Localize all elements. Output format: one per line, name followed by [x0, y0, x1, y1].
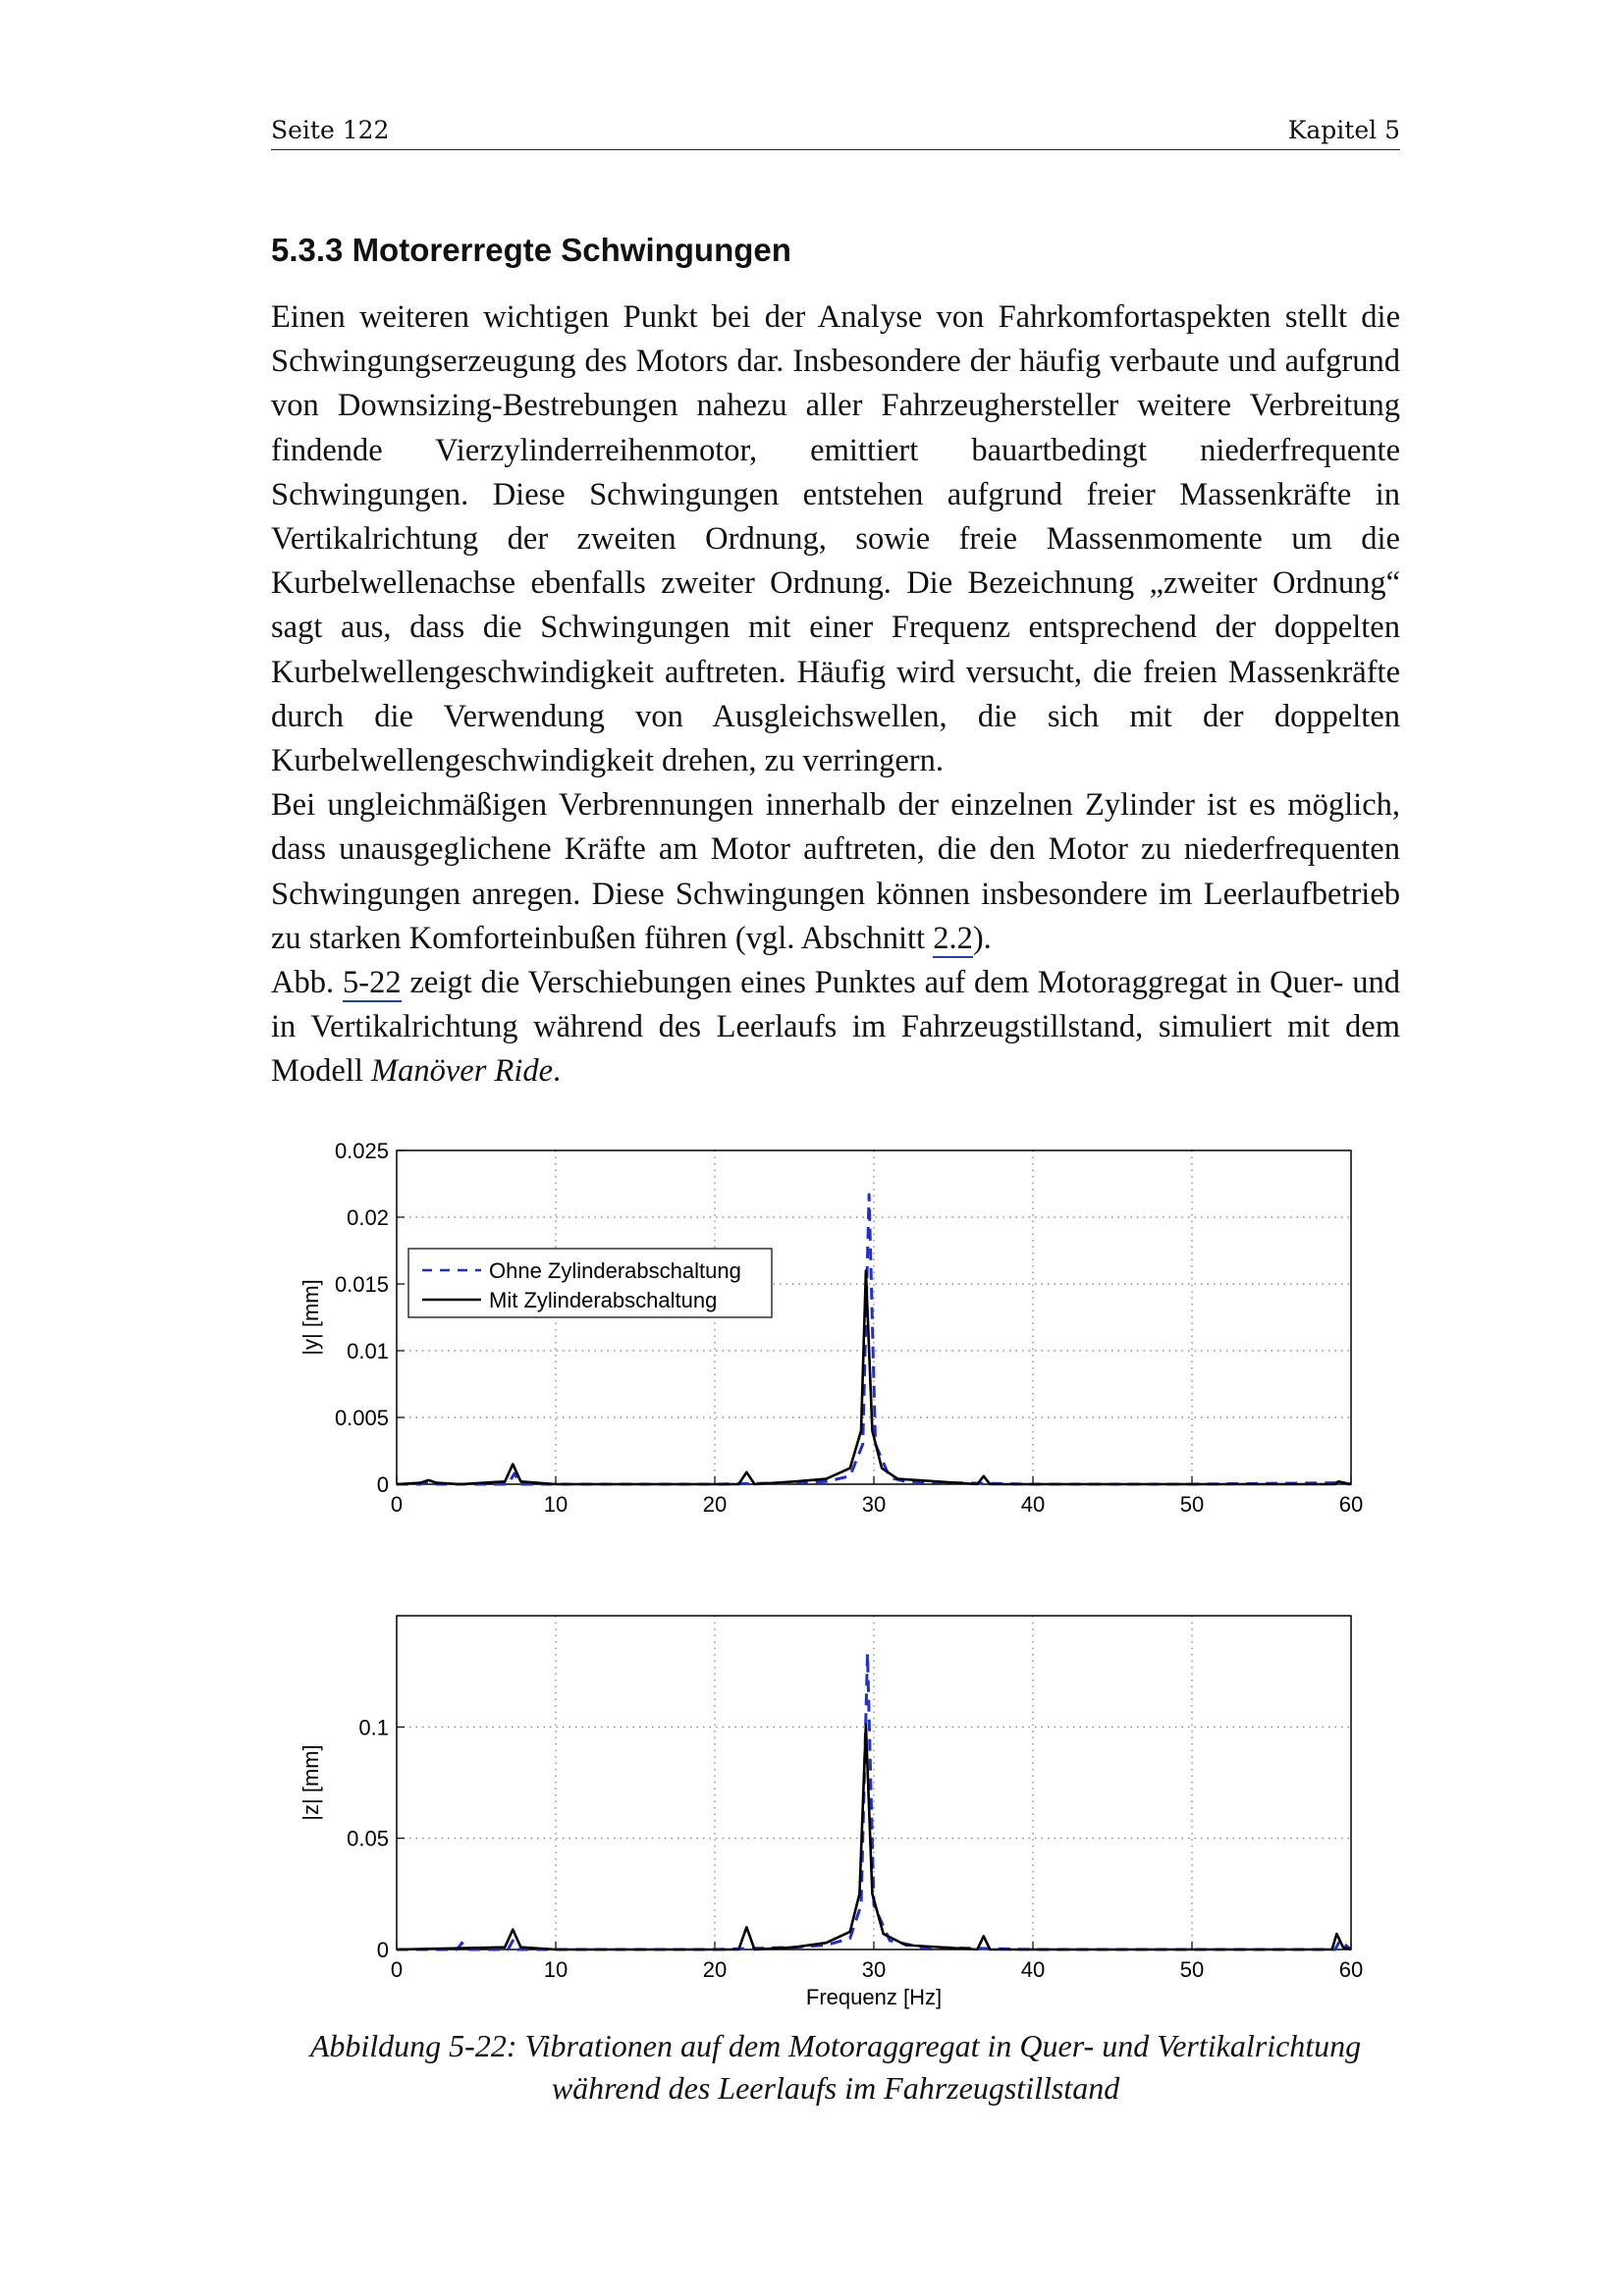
x-tick-label: 0 — [390, 1492, 404, 1517]
chart-z-displacement — [275, 1590, 1375, 2022]
x-tick-label: 50 — [1179, 1492, 1205, 1517]
y-tick-label: 0.015 — [334, 1272, 389, 1297]
paragraph-2-end: ). — [972, 920, 992, 956]
x-tick-label: 10 — [543, 1957, 568, 1982]
x-tick-label: 20 — [702, 1492, 728, 1517]
x-tick-label: 60 — [1338, 1492, 1364, 1517]
chapter-label: Kapitel 5 — [1287, 116, 1400, 144]
x-tick-label: 10 — [543, 1492, 568, 1517]
x-tick-label: 30 — [861, 1492, 887, 1517]
y-tick-label: 0.05 — [347, 1826, 389, 1851]
section-ref-link[interactable]: 2.2 — [933, 920, 973, 956]
legend-entry: Mit Zylinderabschaltung — [489, 1288, 718, 1312]
figure-caption: Abbildung 5-22: Vibrationen auf dem Motoraggregat in Quer- und Vertikalrichtung während des Leerlaufs im Fahrzeugstillstand — [309, 2028, 1362, 2106]
section-title: 5.3.3 Motorerregte Schwingungen — [271, 232, 791, 268]
running-header — [271, 112, 1400, 150]
x-tick-label: 60 — [1338, 1957, 1364, 1982]
x-tick-label: 20 — [702, 1957, 728, 1982]
y-axis-label: |y| [mm] — [298, 1279, 323, 1356]
paragraph-3 — [271, 961, 1400, 1095]
figure-ref-link[interactable]: 5-22 — [343, 965, 402, 1001]
y-tick-label: 0 — [376, 1472, 389, 1497]
paragraph-1: Einen weiteren wichtigen Punkt bei der Analyse von Fahrkomfortaspekten stellt die Schwingungserzeugung des Motors dar. Insbesondere der häufig verbaute und aufgrund von Downsizing-Bestrebungen nahezu aller Fahrzeughersteller weitere Verbreitung findende Vierzylinderreihenmotor, emittiert bauartbedingt niederfrequente Schwingungen. Diese Schwingungen entstehen aufgrund freier Massenkräfte in Vertikalrichtung der zweiten Ordnung, sowie freie Massenmomente um die Kurbelwellenachse ebenfalls zweiter Ordnung. Die Bezeichnung „zweiter Ordnung“ sagt aus, dass die Schwingungen mit einer Frequenz entsprechend der doppelten Kurbelwellengeschwindigkeit auftreten. Häufig wird versucht, die freien Massenkräfte durch die Verwendung von Ausgleichswellen, die sich mit der doppelten Kurbelwellengeschwindigkeit drehen, zu verringern. — [271, 299, 1400, 779]
x-tick-label: 0 — [390, 1957, 404, 1982]
paragraph-3-text: zeigt die Verschiebungen eines Punktes auf dem Motoraggregat in Quer- und in Vertikalrichtung während des Leerlaufs im Fahrzeugstillstand, simuliert mit dem Modell — [271, 965, 1400, 1090]
y-tick-label: 0.025 — [334, 1139, 389, 1163]
x-tick-label: 40 — [1020, 1492, 1046, 1517]
paragraph-2-text: Bei ungleichmäßigen Verbrennungen innerhalb der einzelnen Zylinder ist es möglich, dass unausgeglichene Kräfte am Motor auftreten, die den Motor zu niederfrequenten Schwingungen anregen. Diese Schwingungen können insbesondere im Leerlaufbetrieb zu starken Komforteinbußen führen (vgl. Abschnitt — [271, 787, 1400, 956]
y-axis-label: |z| [mm] — [298, 1744, 323, 1821]
x-tick-label: 40 — [1020, 1957, 1046, 1982]
body-text — [271, 295, 1400, 1095]
paragraph-3-start: Abb. — [271, 965, 344, 1001]
y-tick-label: 0.01 — [347, 1339, 389, 1363]
x-tick-label: 30 — [861, 1957, 887, 1982]
y-tick-label: 0.02 — [347, 1205, 389, 1230]
y-tick-label: 0.1 — [358, 1715, 389, 1740]
y-tick-label: 0 — [376, 1938, 389, 1962]
legend-entry: Ohne Zylinderabschaltung — [489, 1258, 741, 1283]
x-tick-label: 50 — [1179, 1957, 1205, 1982]
page-number: Seite 122 — [271, 116, 390, 144]
y-tick-label: 0.005 — [334, 1406, 389, 1430]
chart-y-displacement — [275, 1119, 1375, 1531]
paragraph-3-end: . — [553, 1053, 562, 1090]
x-axis-label: Frequenz [Hz] — [805, 1985, 943, 2009]
paragraph-2 — [271, 783, 1400, 961]
model-name: Manöver Ride — [371, 1053, 554, 1090]
